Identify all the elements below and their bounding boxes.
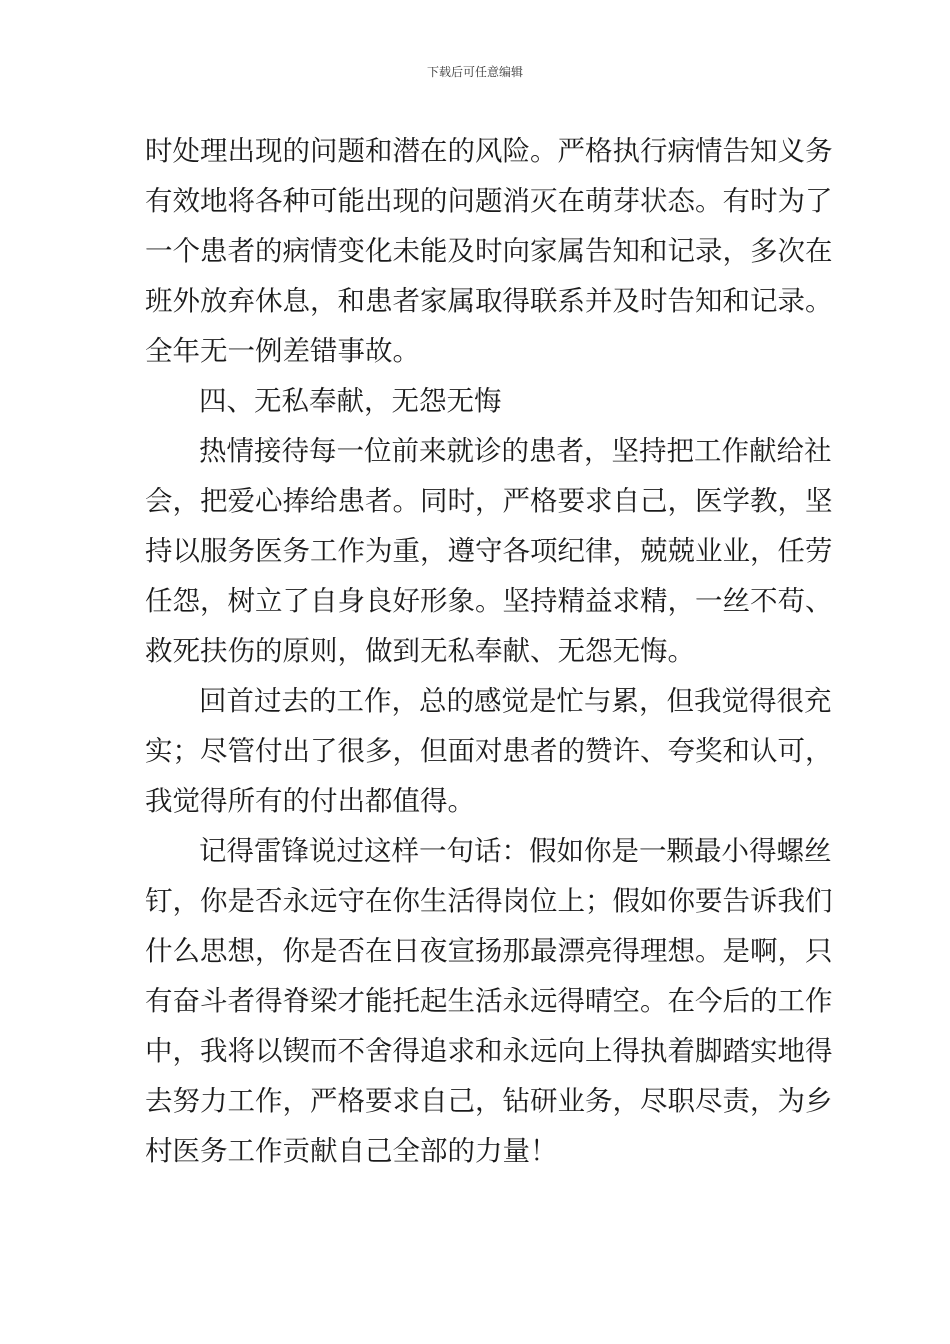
paragraph xyxy=(145,426,833,676)
text-line: 任怨，树立了自身良好形象。坚持精益求精，一丝不苟、 xyxy=(145,585,833,617)
document-body xyxy=(145,126,833,1176)
paragraph xyxy=(145,126,833,376)
text-line: 有奋斗者得脊梁才能托起生活永远得晴空。在今后的工作 xyxy=(145,985,833,1017)
text-line: 记得雷锋说过这样一句话：假如你是一颗最小得螺丝 xyxy=(199,835,832,867)
text-line: 去努力工作，严格要求自己，钻研业务，尽职尽责，为乡 xyxy=(145,1085,833,1117)
text-line: 我觉得所有的付出都值得。 xyxy=(145,785,475,817)
text-line: 救死扶伤的原则，做到无私奉献、无怨无悔。 xyxy=(145,635,695,667)
text-line: 全年无一例差错事故。 xyxy=(145,335,420,367)
text-line: 村医务工作贡献自己全部的力量！ xyxy=(145,1135,558,1167)
text-line: 时处理出现的问题和潜在的风险。严格执行病情告知义务 xyxy=(145,135,833,167)
text-line: 有效地将各种可能出现的问题消灭在萌芽状态。有时为了 xyxy=(145,185,833,217)
text-line: 钉，你是否永远守在你生活得岗位上；假如你要告诉我们 xyxy=(145,885,833,917)
paragraph xyxy=(145,676,833,826)
text-line: 回首过去的工作，总的感觉是忙与累，但我觉得很充 xyxy=(199,685,832,717)
text-line: 班外放弃休息，和患者家属取得联系并及时告知和记录。 xyxy=(145,285,833,317)
text-line: 中，我将以锲而不舍得追求和永远向上得执着脚踏实地得 xyxy=(145,1035,833,1067)
text-line: 热情接待每一位前来就诊的患者，坚持把工作献给社 xyxy=(199,435,832,467)
page-header-note: 下载后可任意编辑 xyxy=(426,65,523,79)
text-line: 一个患者的病情变化未能及时向家属告知和记录，多次在 xyxy=(145,235,833,267)
text-line: 实；尽管付出了很多，但面对患者的赞许、夸奖和认可， xyxy=(145,735,833,767)
text-line: 会，把爱心捧给患者。同时，严格要求自己，医学教，坚 xyxy=(145,485,833,517)
text-line: 持以服务医务工作为重，遵守各项纪律，兢兢业业，任劳 xyxy=(145,535,833,567)
section-heading xyxy=(145,376,807,426)
paragraph xyxy=(145,826,833,1176)
text-line: 什么思想，你是否在日夜宣扬那最漂亮得理想。是啊，只 xyxy=(145,935,833,967)
section-heading-text: 四、无私奉献，无怨无悔 xyxy=(199,385,502,417)
